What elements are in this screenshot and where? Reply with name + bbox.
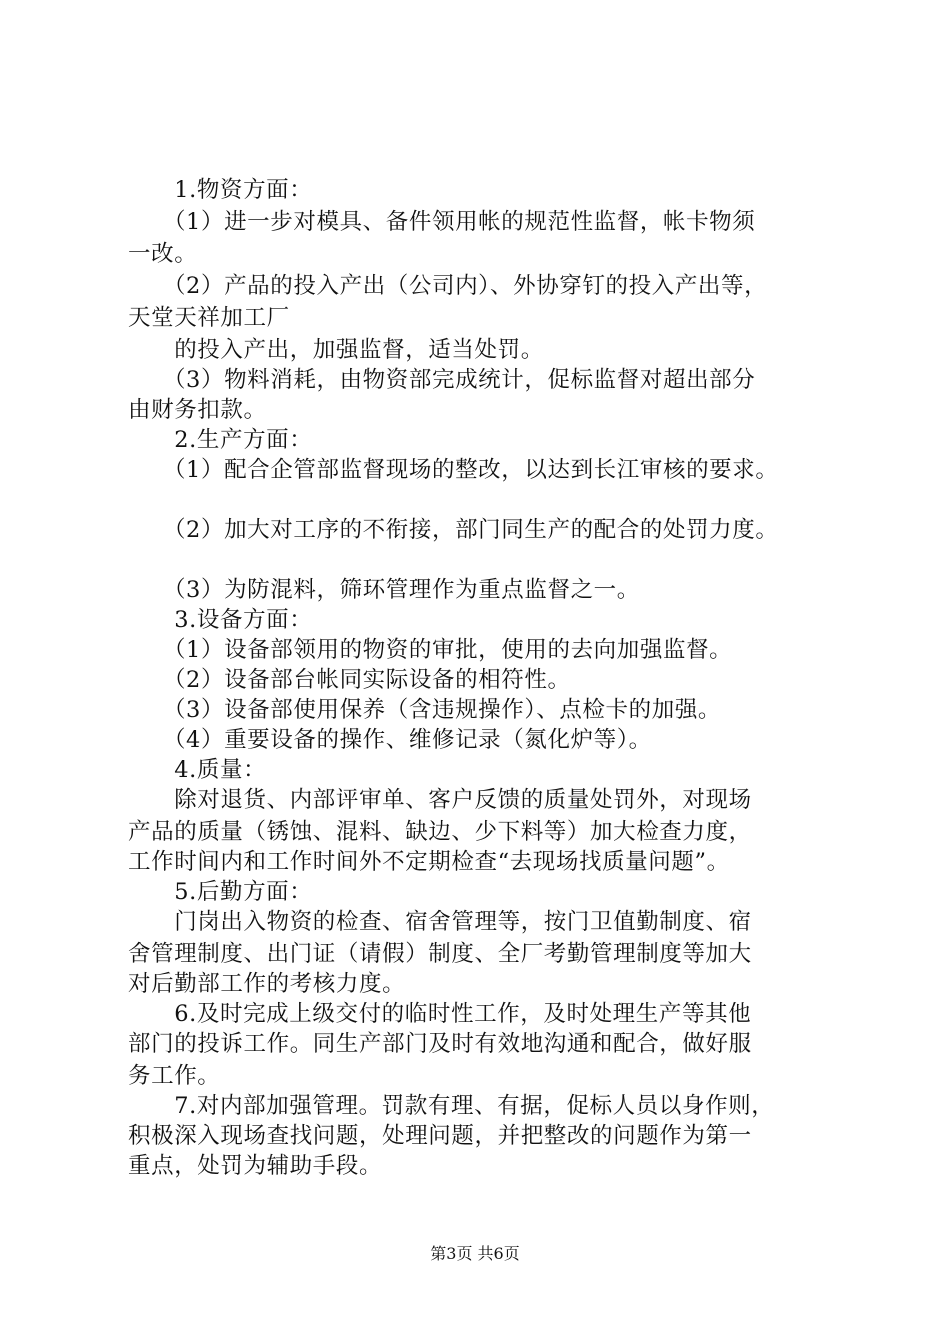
paragraph-line: 务工作。 [128,1063,221,1089]
paragraph-line: （2）设备部台帐同实际设备的相符性。 [128,667,571,693]
section-heading-logistics: 5.后勤方面： [128,879,313,905]
paragraph-line: 一改。 [128,241,198,267]
paragraph-line: 6.及时完成上级交付的临时性工作，及时处理生产等其他 [128,1001,752,1027]
paragraph-line: 由财务扣款。 [128,397,267,423]
paragraph-line: 除对退货、内部评审单、客户反馈的质量处罚外，对现场 [128,787,752,813]
paragraph-line: 产品的质量（锈蚀、混料、缺边、少下料等）加大检查力度， [128,819,752,845]
paragraph-line: （1）进一步对模具、备件领用帐的规范性监督，帐卡物须 [128,209,756,235]
section-heading-materials: 1.物资方面： [128,177,313,203]
paragraph-line: 7.对内部加强管理。罚款有理、有据，促标人员以身作则， [128,1093,775,1119]
page-number-footer: 第3页 共6页 [430,1244,520,1263]
paragraph-line: 积极深入现场查找问题，处理问题，并把整改的问题作为第一 [128,1123,752,1149]
section-heading-production: 2.生产方面： [128,427,313,453]
paragraph-line: 天堂天祥加工厂 [128,305,290,331]
paragraph-line: （3）设备部使用保养（含违规操作）、点检卡的加强。 [128,697,722,723]
paragraph-line: （2）产品的投入产出（公司内）、外协穿钉的投入产出等， [128,273,768,299]
paragraph-line: 的投入产出，加强监督，适当处罚。 [128,337,544,363]
paragraph-line: 对后勤部工作的考核力度。 [128,971,406,997]
paragraph-line: 重点，处罚为辅助手段。 [128,1153,383,1179]
paragraph-line: 工作时间内和工作时间外不定期检查“去现场找质量问题”。 [128,849,730,875]
paragraph-line: （1）设备部领用的物资的审批，使用的去向加强监督。 [128,637,733,663]
paragraph-line: （1）配合企管部监督现场的整改，以达到长江审核的要求。 [128,457,779,483]
paragraph-line: （3）为防混料，筛环管理作为重点监督之一。 [128,577,640,603]
section-heading-equipment: 3.设备方面： [128,607,313,633]
paragraph-line: 舍管理制度、出门证（请假）制度、全厂考勤管理制度等加大 [128,941,752,967]
paragraph-line: 部门的投诉工作。同生产部门及时有效地沟通和配合，做好服 [128,1031,752,1057]
section-heading-quality: 4.质量： [128,757,267,783]
paragraph-line: （4）重要设备的操作、维修记录（氮化炉等）。 [128,727,652,753]
paragraph-line: （2）加大对工序的不衔接，部门同生产的配合的处罚力度。 [128,517,779,543]
paragraph-line: （3）物料消耗，由物资部完成统计，促标监督对超出部分 [128,367,756,393]
paragraph-line: 门岗出入物资的检查、宿舍管理等，按门卫值勤制度、宿 [128,909,752,935]
